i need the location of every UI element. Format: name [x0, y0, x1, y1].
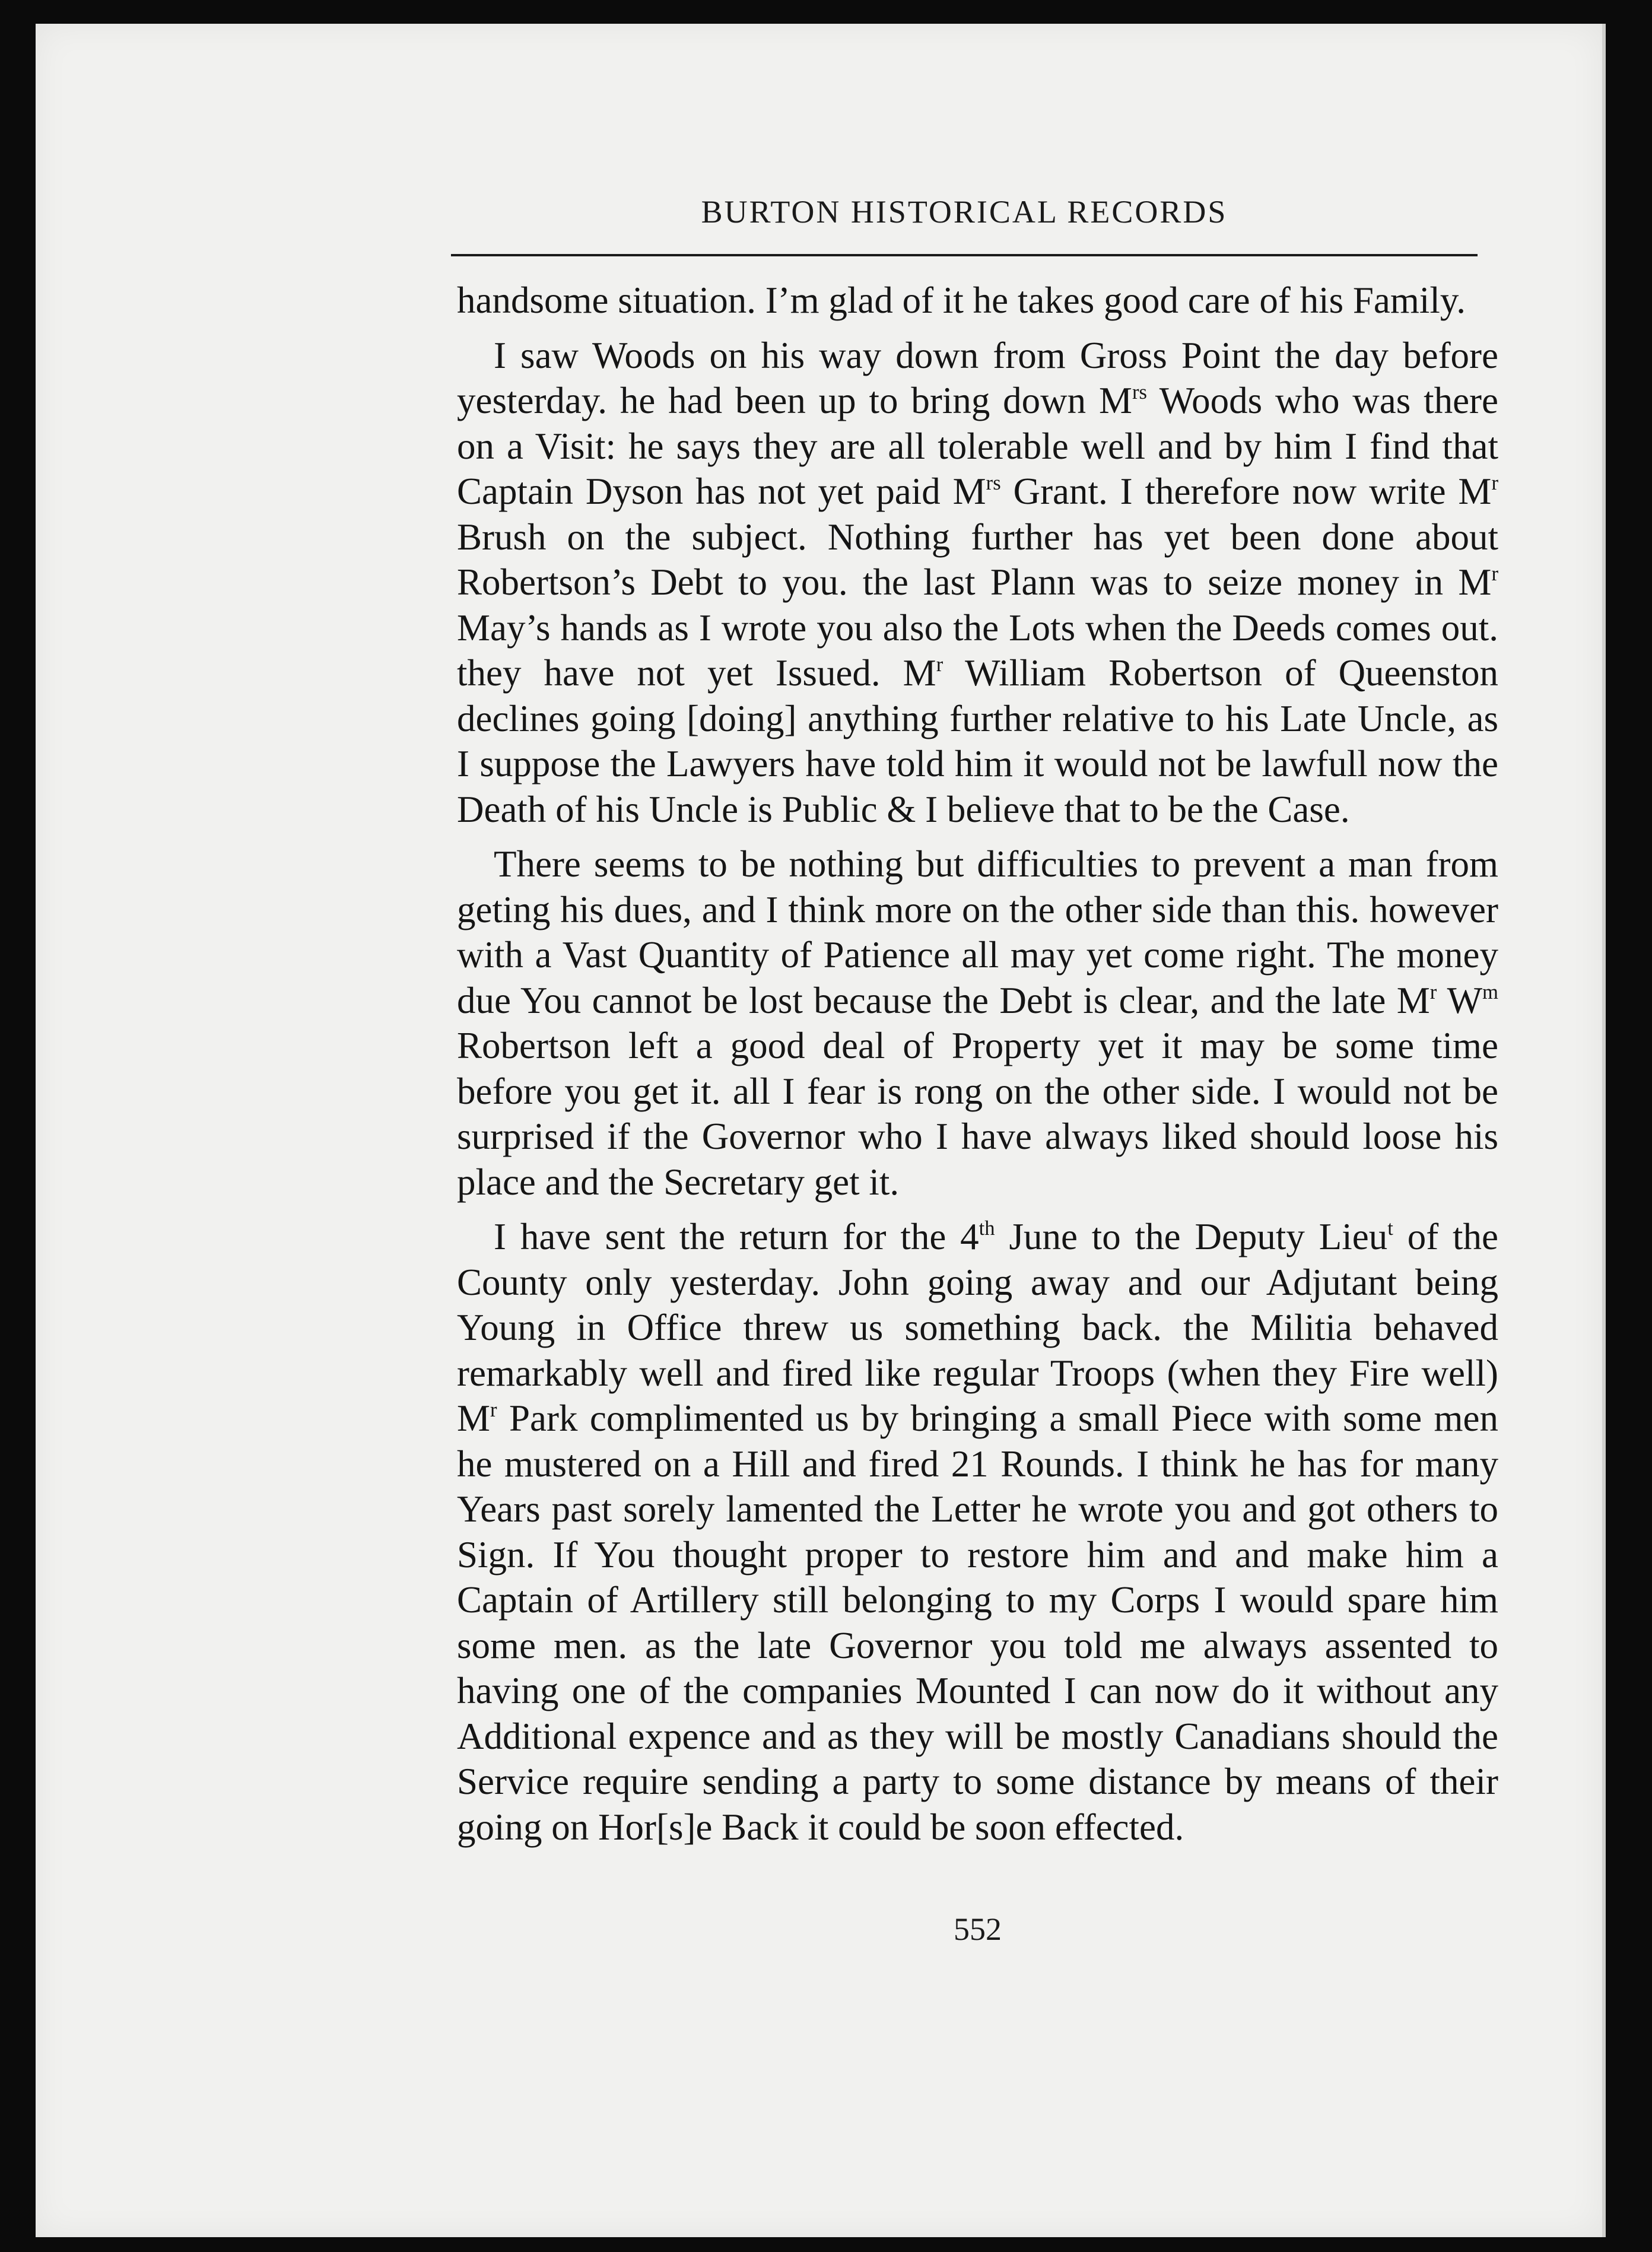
superscript-abbreviation: r: [1429, 980, 1437, 1003]
text-run: W: [1437, 979, 1483, 1021]
text-run: William Robertson of Queenston declines going [doing] anything further relative to his Late Uncle, as I suppose the Lawyers have told him it would not be lawfull now the Death of his Uncle is Public & I believe that to be the Case.: [457, 652, 1499, 830]
superscript-abbreviation: rs: [1132, 380, 1148, 404]
text-run: There seems to be nothing but difficulties to prevent a man from geting his dues, and I think more on the other side than this. however with a Vast Quantity of Patience all may yet come right. The money due You cannot be lost because the Debt is clear, and the late M: [457, 843, 1498, 1021]
superscript-abbreviation: r: [936, 653, 943, 676]
text-run: Robertson left a good deal of Property yet it may be some time before you get it. all I fear is rong on the other side. I would not be surprised if the Governor who I have always liked should loose his place and the Secretary get it.: [457, 1025, 1498, 1203]
body-text: [457, 278, 1498, 1859]
superscript-abbreviation: r: [1491, 562, 1498, 585]
superscript-abbreviation: r: [490, 1398, 497, 1421]
paragraph: [457, 333, 1498, 833]
text-run: Woods who was there on a Visit: he says they are all tolerable well and by him I find that Captain Dyson has not yet paid M: [457, 380, 1498, 512]
superscript-abbreviation: m: [1482, 980, 1498, 1003]
superscript-abbreviation: t: [1387, 1216, 1393, 1240]
superscript-abbreviation: r: [1491, 471, 1498, 494]
text-run: I saw Woods on his way down from Gross Point the day before yesterday. he had been up to bring down M: [457, 334, 1498, 421]
text-run: June to the Deputy Lieu: [995, 1216, 1388, 1257]
text-run: of the County only yesterday. John going away and our Adjutant being Young in Office threw us something back. the Militia behaved remarkably well and fired like regular Troops (when they Fire well) M: [457, 1216, 1498, 1439]
text-run: I have sent the return for the 4: [494, 1216, 979, 1257]
running-head-title: BURTON HISTORICAL RECORDS: [701, 194, 1228, 230]
text-run: handsome situation. I’m glad of it he takes good care of his Family.: [457, 279, 1466, 321]
text-run: May’s hands as I wrote you also the Lots when the Deeds comes out. they have not yet Issued. M: [457, 606, 1498, 694]
running-head: [451, 189, 1478, 256]
page-number: 552: [954, 1911, 1002, 1947]
torn-page-edge: [1635, 1009, 1652, 1543]
text-run: Park complimented us by bringing a small Piece with some men he mustered on a Hill and fired 21 Rounds. I think he has for many Years past sorely lamented the Letter he wrote you and got others to Sign. If You thought proper to restore him and and make him a Captain of Artillery still belonging to my Corps I would spare him some men. as the late Governor you told me always assented to having one of the companies Mounted I can now do it without any Additional expence and as they will be mostly Canadians should the Service require sending a party to some distance by means of their going on Hor[s]e Back it could be soon effected.: [457, 1397, 1498, 1848]
paragraph: [457, 841, 1498, 1205]
text-run: Grant. I therefore now write M: [1000, 471, 1492, 512]
superscript-abbreviation: th: [979, 1216, 995, 1240]
superscript-abbreviation: rs: [986, 471, 1001, 494]
paragraph: [457, 1214, 1498, 1850]
text-run: Brush on the subject. Nothing further has yet been done about Robertson’s Debt to you. the last Plann was to seize money in M: [457, 516, 1498, 603]
paragraph: [457, 278, 1498, 323]
